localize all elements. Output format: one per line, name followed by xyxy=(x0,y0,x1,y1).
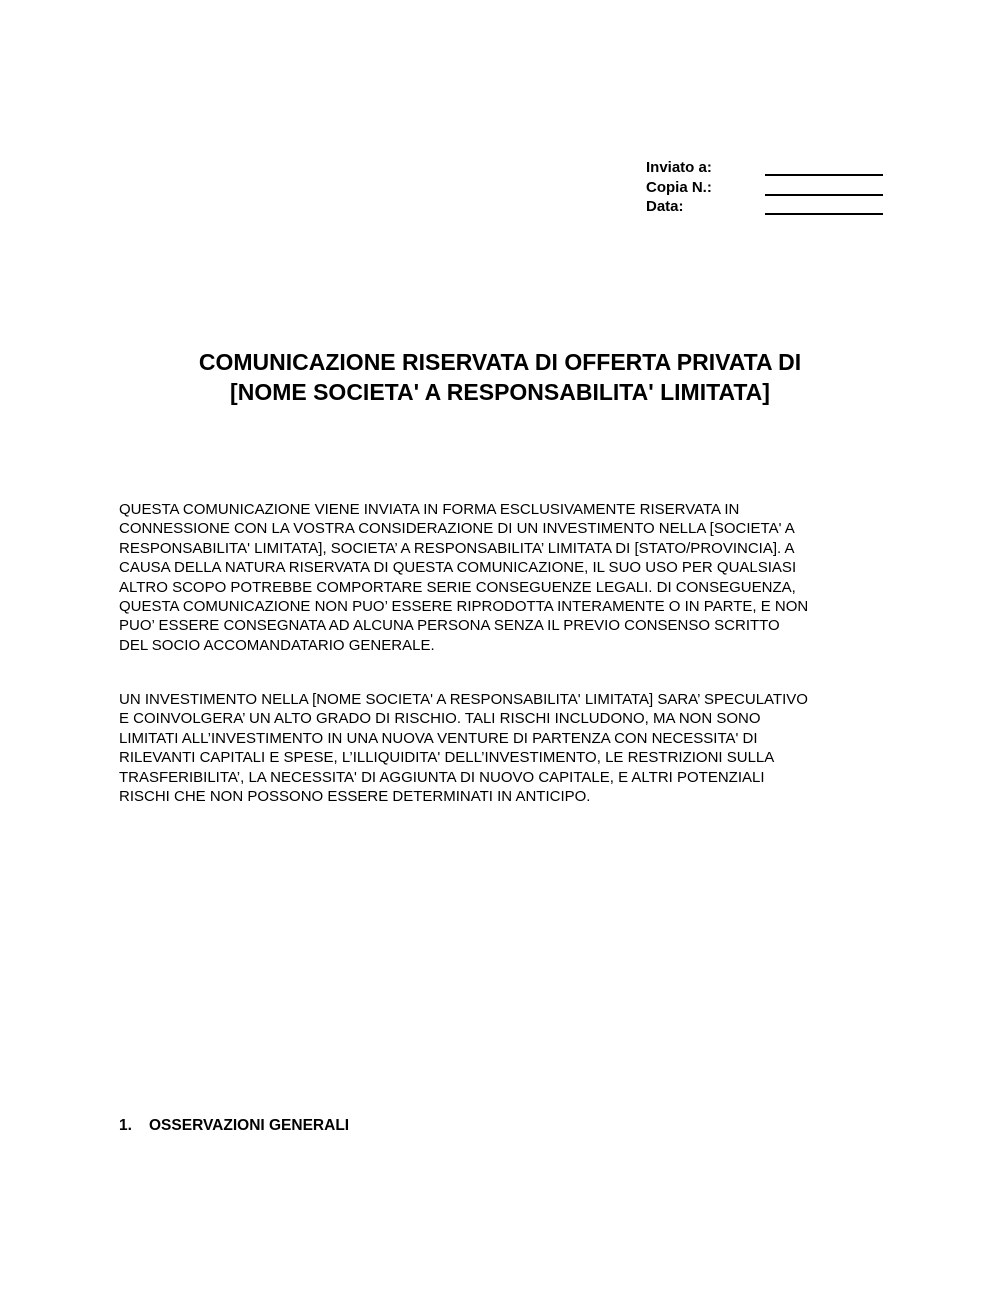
title-line-1: COMUNICAZIONE RISERVATA DI OFFERTA PRIVATA DI xyxy=(198,349,802,375)
text-line: RESPONSABILITA' LIMITATA], SOCIETA’ A RESPONSABILITA’ LIMITATA DI [STATO/PROVINCIA]. A xyxy=(119,539,795,557)
text-line: TRASFERIBILITA’, LA NECESSITA' DI AGGIUNTA DI NUOVO CAPITALE, E ALTRI POTENZIALI xyxy=(119,768,765,786)
section-title: OSSERVAZIONI GENERALI xyxy=(149,1117,350,1134)
text-line: DEL SOCIO ACCOMANDATARIO GENERALE. xyxy=(119,636,435,654)
text-line: RISCHI CHE NON POSSONO ESSERE DETERMINATI IN ANTICIPO. xyxy=(119,788,591,806)
date-fill-line xyxy=(765,197,883,215)
text-line: LIMITATI ALL’INVESTIMENTO IN UNA NUOVA VENTURE DI PARTENZA CON NECESSITA' DI xyxy=(119,729,758,747)
sent-to-label: Inviato a: xyxy=(646,159,712,176)
text-line: PUO’ ESSERE CONSEGNATA AD ALCUNA PERSONA SENZA IL PREVIO CONSENSO SCRITTO xyxy=(119,617,780,635)
routing-row-sent-to xyxy=(646,158,886,178)
copy-number-label: Copia N.: xyxy=(646,178,712,196)
text-line: CAUSA DELLA NATURA RISERVATA DI QUESTA COMUNICAZIONE, IL SUO USO PER QUALSIASI xyxy=(119,559,797,577)
section-number: 1. xyxy=(119,1117,132,1134)
sent-to-fill-line xyxy=(765,158,883,176)
text-line: UN INVESTIMENTO NELLA [NOME SOCIETA' A RESPONSABILITA' LIMITATA] SARA’ SPECULATIVO xyxy=(119,691,808,708)
text-line: CONNESSIONE CON LA VOSTRA CONSIDERAZIONE DI UN INVESTIMENTO NELLA [SOCIETA' A xyxy=(119,520,795,538)
text-line: QUESTA COMUNICAZIONE NON PUO’ ESSERE RIPRODOTTA INTERAMENTE O IN PARTE, E NON xyxy=(119,598,809,616)
document-title xyxy=(0,347,1000,407)
paragraph-risk xyxy=(119,690,909,806)
paragraph-confidentiality xyxy=(119,500,909,655)
copy-number-fill-line xyxy=(765,178,883,196)
routing-block xyxy=(646,158,886,217)
routing-row-copy-number xyxy=(646,178,886,198)
text-line: ALTRO SCOPO POTREBBE COMPORTARE SERIE CONSEGUENZE LEGALI. DI CONSEGUENZA, xyxy=(119,578,796,596)
text-line: QUESTA COMUNICAZIONE VIENE INVIATA IN FORMA ESCLUSIVAMENTE RISERVATA IN xyxy=(119,501,740,518)
text-line: RILEVANTI CAPITALI E SPESE, L’ILLIQUIDITA' DELL’INVESTIMENTO, LE RESTRIZIONI SULLA xyxy=(119,749,775,767)
date-label: Data: xyxy=(646,198,684,215)
routing-row-date xyxy=(646,197,886,217)
text-line: E COINVOLGERA’ UN ALTO GRADO DI RISCHIO. TALI RISCHI INCLUDONO, MA NON SONO xyxy=(119,710,761,728)
title-line-2: [NOME SOCIETA' A RESPONSABILITA' LIMITATA] xyxy=(230,379,770,405)
section-heading xyxy=(119,1116,349,1136)
